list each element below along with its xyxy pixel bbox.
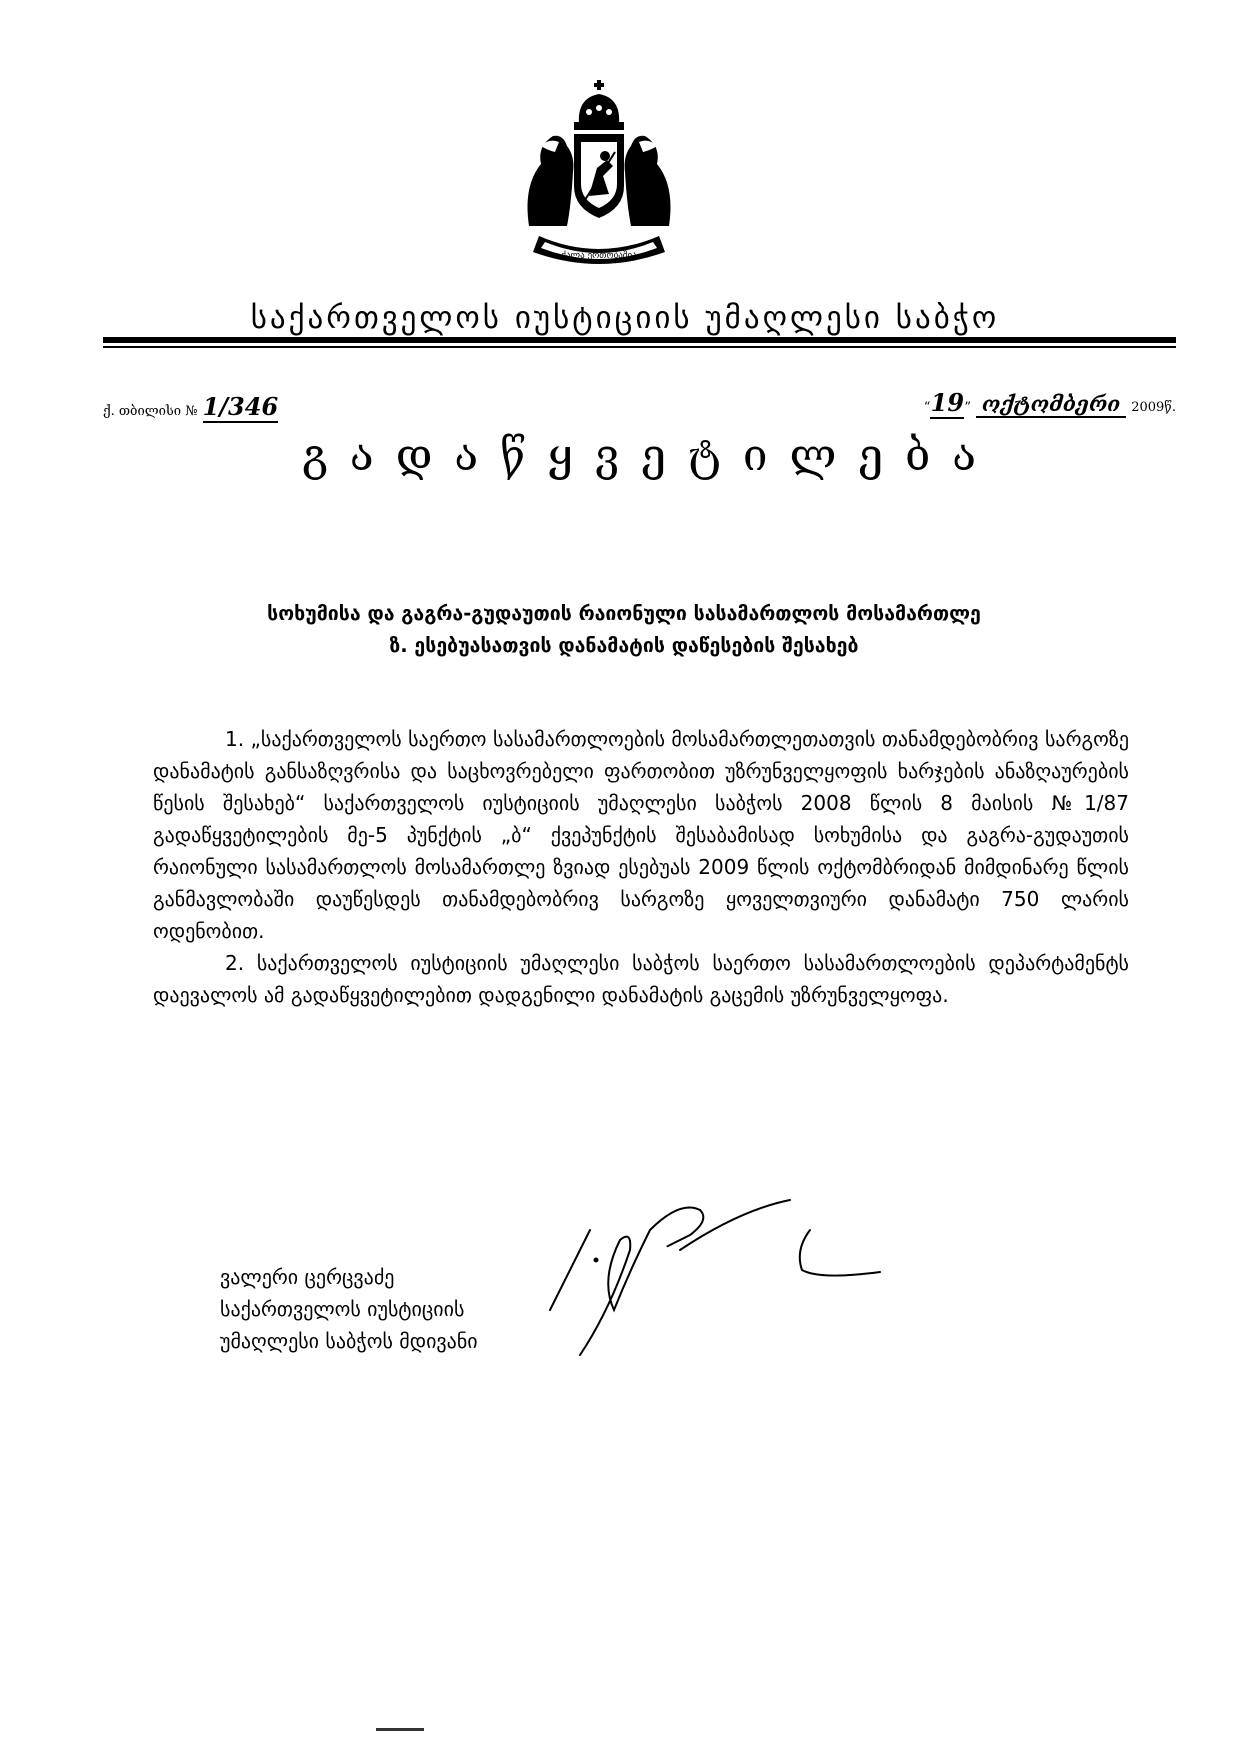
date-day: 19 bbox=[930, 388, 965, 417]
svg-text:ძალა ერთობაშია: ძალა ერთობაშია bbox=[561, 251, 637, 261]
city-prefix: ქ. თბილისი № bbox=[103, 404, 198, 419]
date-year: 2009წ. bbox=[1131, 400, 1176, 415]
header-rule-thin bbox=[103, 346, 1176, 348]
signer-block bbox=[220, 1261, 560, 1357]
council-name-heading: საქართველოს იუსტიციის უმაღლესი საბჭო bbox=[250, 300, 1000, 336]
registration-row bbox=[103, 388, 1176, 422]
subject-line-2: ზ. ესებუასათვის დანამატის დაწესების შესახებ bbox=[389, 634, 859, 657]
date-month: ოქტომბერი bbox=[976, 391, 1126, 418]
decree-number: 1/346 bbox=[202, 392, 279, 421]
signer-title-line-1: საქართველოს იუსტიციის bbox=[220, 1297, 465, 1321]
header-rule-thick bbox=[103, 337, 1176, 343]
decree-date: “19” ოქტომბერი 2009წ. bbox=[923, 388, 1176, 417]
decree-body bbox=[153, 723, 1129, 1011]
document-type-title: გადაწყვეტილება bbox=[301, 430, 998, 481]
handwritten-signature bbox=[540, 1190, 1020, 1370]
coat-of-arms-emblem bbox=[519, 76, 729, 276]
body-paragraph-2: 2. საქართველოს იუსტიციის უმაღლესი საბჭოს საერთო სასამართლოების დეპარტამენტს დაევალოს ამ გადაწყვეტილებით დადგენილი დანამატის გაცემის უზრუნველყოფა. bbox=[153, 951, 1129, 1007]
body-paragraph-1: 1. „საქართველოს საერთო სასამართლოების მოსამართლეთათვის თანამდებობრივ სარგოზე დანამატის განსაზღვრისა და საცხოვრებელი ფართობით უზრუნველყოფის ხარჯების ანაზღაურების წესის შესახებ“ საქართველოს იუსტიციის უმაღლესი საბჭოს 2008 წლის 8 მაისის №1/87 გადაწყვეტილების მე-5 პუნქტის „ბ“ ქვეპუნქტის შესაბამისად სოხუმისა და გაგრა-გუდაუთის რაიონული სასამართლოს მოსამართლე ზვიად ესებუას 2009 წლის ოქტომბრიდან მიმდინარე წლის განმავლობაში დაუწესდეს თანამდებობრივ სარგოზე ყოველთვიური დანამატი 750 ლარის ოდენობით. bbox=[153, 727, 1129, 943]
subject-line-1: სოხუმისა და გაგრა-გუდაუთის რაიონული სასამართლოს მოსამართლე bbox=[267, 602, 981, 625]
decree-subject bbox=[200, 598, 1048, 662]
signer-title-line-2: უმაღლესი საბჭოს მდივანი bbox=[220, 1329, 478, 1353]
signer-name: ვალერი ცერცვაძე bbox=[220, 1265, 395, 1289]
footer-mark bbox=[376, 1728, 424, 1731]
registration-number bbox=[103, 392, 278, 423]
